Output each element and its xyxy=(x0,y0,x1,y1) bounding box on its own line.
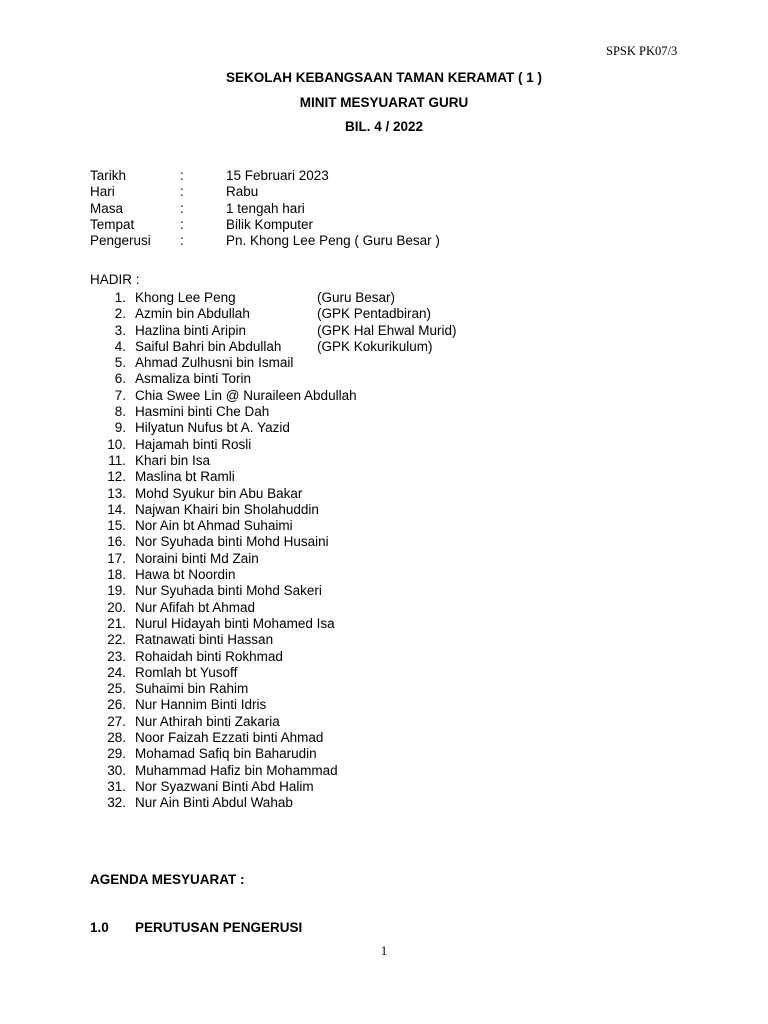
agenda-heading: AGENDA MESYUARAT : xyxy=(90,872,245,887)
reference-code: SPSK PK07/3 xyxy=(606,44,678,58)
attendee-name: Mohd Syukur bin Abu Bakar xyxy=(135,485,303,501)
attendee-number: 18. xyxy=(107,567,126,583)
attendee-name: Noor Faizah Ezzati binti Ahmad xyxy=(135,730,324,746)
section-number: 1.0 xyxy=(90,920,109,935)
info-value: 15 Februari 2023 xyxy=(226,168,329,183)
attendee-name: Chia Swee Lin @ Nuraileen Abdullah xyxy=(135,387,357,403)
attendee-number: 28. xyxy=(107,730,126,746)
attendee-name: Saiful Bahri bin Abdullah xyxy=(135,338,282,354)
attendee-name: Nurul Hidayah binti Mohamed Isa xyxy=(135,615,335,631)
attendee-number: 3. xyxy=(114,322,126,338)
attendee-row xyxy=(90,469,650,485)
attendee-row xyxy=(90,583,650,599)
attendee-number: 23. xyxy=(107,648,126,664)
attendee-number: 21. xyxy=(107,615,126,631)
attendee-number: 26. xyxy=(107,697,126,713)
attendee-row xyxy=(90,779,650,795)
attendee-number: 19. xyxy=(107,583,126,599)
attendee-number: 1. xyxy=(114,290,126,305)
attendee-name: Nur Syuhada binti Mohd Sakeri xyxy=(135,583,322,599)
attendee-number: 12. xyxy=(107,469,126,485)
attendee-number: 29. xyxy=(107,746,126,762)
attendee-number: 24. xyxy=(107,664,126,680)
info-separator: : xyxy=(180,168,184,183)
attendee-number: 10. xyxy=(107,436,126,452)
attendee-name: Nor Syazwani Binti Abd Halim xyxy=(135,778,314,794)
section-title: PERUTUSAN PENGERUSI xyxy=(135,920,303,935)
attendee-row xyxy=(90,437,650,453)
attendee-name: Romlah bt Yusoff xyxy=(135,664,238,680)
attendee-number: 22. xyxy=(107,632,126,648)
info-value: Bilik Komputer xyxy=(226,216,314,232)
attendee-row xyxy=(90,355,650,371)
attendee-row xyxy=(90,763,650,779)
attendee-number: 16. xyxy=(107,534,126,550)
attendee-row xyxy=(90,404,650,420)
attendee-row xyxy=(90,502,650,518)
attendee-row xyxy=(90,290,650,306)
attendee-number: 31. xyxy=(107,778,126,794)
attendee-name: Muhammad Hafiz bin Mohammad xyxy=(135,762,338,778)
info-value: 1 tengah hari xyxy=(226,200,305,216)
page-number: 1 xyxy=(380,943,388,958)
attendee-name: Khong Lee Peng xyxy=(135,290,236,305)
attendee-number: 27. xyxy=(107,713,126,729)
attendee-name: Hawa bt Noordin xyxy=(135,567,236,583)
attendee-number: 30. xyxy=(107,762,126,778)
attendee-name: Hasmini binti Che Dah xyxy=(135,404,270,420)
attendee-name: Azmin bin Abdullah xyxy=(135,306,250,322)
attendee-row xyxy=(90,714,650,730)
info-key: Tempat xyxy=(90,216,135,232)
attendee-row xyxy=(90,649,650,665)
attendee-number: 7. xyxy=(114,387,126,403)
attendee-name: Khari bin Isa xyxy=(135,452,211,468)
info-value: Pn. Khong Lee Peng ( Guru Besar ) xyxy=(226,233,440,249)
attendee-row xyxy=(90,616,650,632)
info-key: Pengerusi xyxy=(90,233,151,249)
attendee-row xyxy=(90,632,650,648)
attendee-row xyxy=(90,665,650,681)
meeting-number: BIL. 4 / 2022 xyxy=(344,119,424,134)
attendee-name: Noraini binti Md Zain xyxy=(135,550,259,566)
info-key: Hari xyxy=(90,184,115,200)
info-separator: : xyxy=(180,200,184,216)
attendee-number: 6. xyxy=(114,371,126,387)
attendee-name: Asmaliza binti Torin xyxy=(135,371,252,387)
info-separator: : xyxy=(180,233,184,249)
attendee-row xyxy=(90,339,650,355)
attendee-name: Hazlina binti Aripin xyxy=(135,322,247,338)
attendee-row xyxy=(90,306,650,322)
attendee-row xyxy=(90,486,650,502)
attendee-row xyxy=(90,746,650,762)
attendee-row xyxy=(90,323,650,339)
attendee-number: 4. xyxy=(114,338,126,354)
info-separator: : xyxy=(180,184,184,200)
attendee-row xyxy=(90,420,650,436)
attendee-row xyxy=(90,567,650,583)
attendee-row xyxy=(90,534,650,550)
attendee-number: 25. xyxy=(107,681,126,697)
attendee-name: Mohamad Safiq bin Baharudin xyxy=(135,746,317,762)
attendee-row xyxy=(90,697,650,713)
attendee-name: Nur Athirah binti Zakaria xyxy=(135,713,280,729)
attendee-number: 20. xyxy=(107,599,126,615)
attendee-number: 32. xyxy=(107,795,126,811)
attendee-row xyxy=(90,730,650,746)
attendee-number: 17. xyxy=(107,550,126,566)
attendee-role: (GPK Pentadbiran) xyxy=(317,306,432,322)
attendee-name: Suhaimi bin Rahim xyxy=(135,681,249,697)
attendee-name: Nur Afifah bt Ahmad xyxy=(135,599,256,615)
info-value: Rabu xyxy=(226,184,259,200)
info-separator: : xyxy=(180,216,184,232)
attendee-row xyxy=(90,681,650,697)
attendee-role: (GPK Kokurikulum) xyxy=(317,338,433,354)
attendee-number: 2. xyxy=(114,306,126,322)
document-title: MINIT MESYUARAT GURU xyxy=(299,95,469,110)
attendee-name: Nor Syuhada binti Mohd Husaini xyxy=(135,534,329,550)
attendee-number: 11. xyxy=(108,452,126,468)
attendee-row xyxy=(90,388,650,404)
info-key: Tarikh xyxy=(90,168,127,183)
attendee-row xyxy=(90,518,650,534)
attendee-name: Najwan Khairi bin Sholahuddin xyxy=(135,501,319,517)
attendee-role: (GPK Hal Ehwal Murid) xyxy=(317,322,457,338)
attendee-name: Ratnawati binti Hassan xyxy=(135,632,274,648)
attendee-name: Nor Ain bt Ahmad Suhaimi xyxy=(135,518,293,534)
attendance-label: HADIR : xyxy=(90,272,140,287)
attendee-row xyxy=(90,795,650,811)
attendee-number: 5. xyxy=(114,355,126,371)
attendee-name: Hilyatun Nufus bt A. Yazid xyxy=(135,420,290,436)
school-name: SEKOLAH KEBANGSAAN TAMAN KERAMAT ( 1 ) xyxy=(226,70,542,85)
attendee-name: Ahmad Zulhusni bin Ismail xyxy=(135,355,294,371)
attendee-role: (Guru Besar) xyxy=(317,290,396,305)
attendee-row xyxy=(90,371,650,387)
attendee-number: 8. xyxy=(114,404,126,420)
attendee-number: 9. xyxy=(114,420,126,436)
attendance-list xyxy=(90,290,650,812)
attendee-name: Nur Ain Binti Abdul Wahab xyxy=(135,795,293,811)
attendee-number: 13. xyxy=(107,485,126,501)
attendee-name: Nur Hannim Binti Idris xyxy=(135,697,267,713)
info-key: Masa xyxy=(90,200,124,216)
attendee-number: 15. xyxy=(107,518,126,534)
attendee-number: 14. xyxy=(107,501,126,517)
attendee-name: Maslina bt Ramli xyxy=(135,469,235,485)
attendee-name: Hajamah binti Rosli xyxy=(135,436,252,452)
attendee-row xyxy=(90,600,650,616)
attendee-row xyxy=(90,551,650,567)
attendee-row xyxy=(90,453,650,469)
attendee-name: Rohaidah binti Rokhmad xyxy=(135,648,283,664)
